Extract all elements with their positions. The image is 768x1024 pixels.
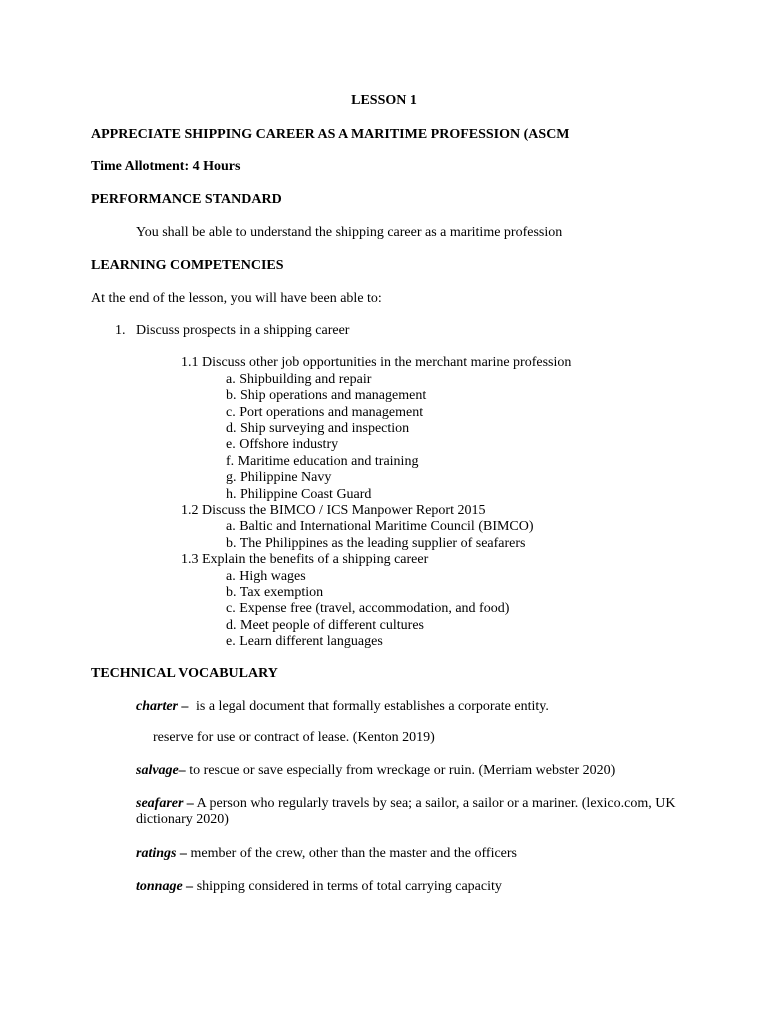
main-item-text: Discuss prospects in a shipping career (136, 323, 350, 338)
vocab-entry-salvage (136, 763, 615, 780)
list-item: b. The Philippines as the leading supplier of seafarers (226, 536, 526, 551)
vocab-definition: is a legal document that formally establishes a corporate entity. (196, 699, 549, 714)
list-item: a. Shipbuilding and repair (226, 372, 372, 387)
vocab-entry-ratings (136, 846, 517, 863)
performance-standard-text: You shall be able to understand the shipping career as a maritime profession (136, 225, 563, 240)
lesson-title: LESSON 1 (351, 93, 417, 108)
sub-item-label: 1.1 Discuss other job opportunities in the merchant marine profession (181, 355, 572, 370)
technical-vocabulary-heading: TECHNICAL VOCABULARY (91, 666, 278, 681)
vocab-entry-seafarer (136, 796, 675, 813)
list-item: e. Offshore industry (226, 437, 339, 452)
vocab-definition-continued: reserve for use or contract of lease. (Kenton 2019) (153, 730, 435, 745)
list-item: f. Maritime education and training (226, 454, 419, 469)
vocab-entry-tonnage (136, 879, 502, 896)
list-item: d. Meet people of different cultures (226, 618, 425, 633)
learning-competencies-intro: At the end of the lesson, you will have been able to: (91, 291, 382, 306)
list-item: d. Ship surveying and inspection (226, 421, 410, 436)
sub-item-label: 1.3 Explain the benefits of a shipping career (181, 552, 429, 567)
vocab-definition: to rescue or save especially from wreckage or ruin. (Merriam webster 2020) (189, 763, 616, 778)
time-allotment: Time Allotment: 4 Hours (91, 159, 241, 174)
vocab-term: seafarer – (136, 796, 194, 811)
list-item: b. Ship operations and management (226, 388, 427, 403)
performance-standard-heading: PERFORMANCE STANDARD (91, 192, 282, 207)
vocab-definition: shipping considered in terms of total carrying capacity (196, 879, 502, 894)
list-item: a. High wages (226, 569, 306, 584)
vocab-term: tonnage – (136, 879, 194, 894)
course-title: APPRECIATE SHIPPING CAREER AS A MARITIME PROFESSION (ASCM (91, 127, 570, 142)
vocab-definition: A person who regularly travels by sea; a sailor, a sailor or a mariner. (lexico.com, UK (196, 796, 676, 811)
vocab-term: charter – (136, 699, 189, 714)
learning-competencies-heading: LEARNING COMPETENCIES (91, 258, 284, 273)
list-item: c. Port operations and management (226, 405, 424, 420)
main-item-number: 1. (115, 323, 126, 338)
vocab-term: salvage– (136, 763, 186, 778)
vocab-term: ratings – (136, 846, 187, 861)
vocab-definition: member of the crew, other than the master and the officers (190, 846, 518, 861)
list-item: e. Learn different languages (226, 634, 383, 649)
vocab-entry-charter (136, 699, 549, 716)
vocab-definition-continued: dictionary 2020) (136, 812, 229, 827)
list-item: a. Baltic and International Maritime Council (BIMCO) (226, 519, 534, 534)
sub-item-label: 1.2 Discuss the BIMCO / ICS Manpower Report 2015 (181, 503, 486, 518)
list-item: g. Philippine Navy (226, 470, 332, 485)
list-item: b. Tax exemption (226, 585, 324, 600)
list-item: h. Philippine Coast Guard (226, 487, 372, 502)
list-item: c. Expense free (travel, accommodation, and food) (226, 601, 510, 616)
